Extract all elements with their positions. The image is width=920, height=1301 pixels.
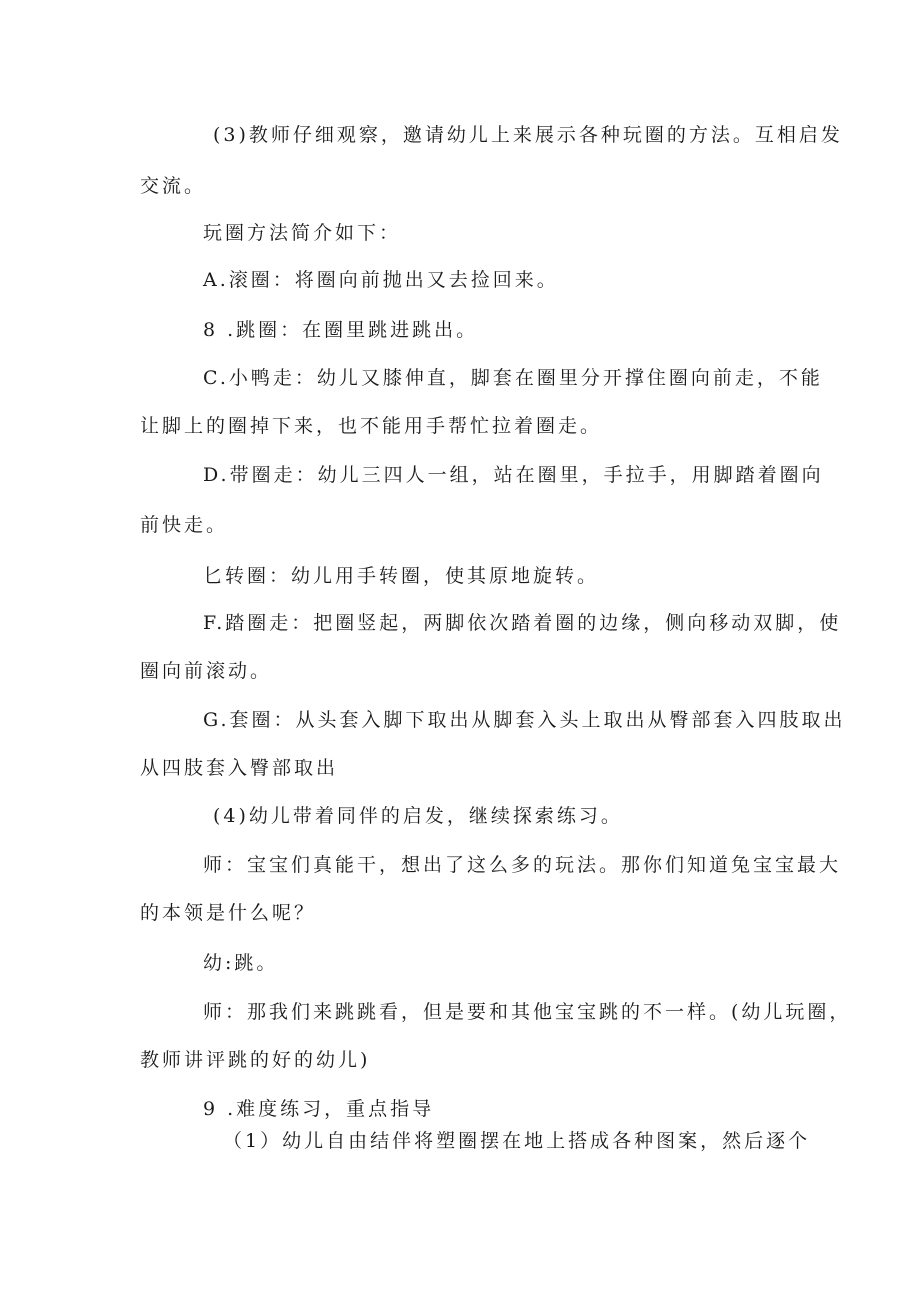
text-line: 匕转圈：幼儿用手转圈，使其原地旋转。 [203, 565, 600, 587]
text-line: 圈向前滚动。 [140, 660, 273, 682]
text-line: G.套圈：从头套入脚下取出从脚套入头上取出从臀部套入四肢取出 [203, 709, 846, 731]
text-line: 从四肢套入臀部取出 [140, 757, 339, 779]
text-line: 幼:跳。 [203, 952, 279, 974]
text-line: C.小鸭走：幼儿又膝伸直，脚套在圈里分开撑住圈向前走，不能 [203, 367, 823, 389]
text-line: 教师讲评跳的好的幼儿) [140, 1049, 371, 1071]
text-line: (3)教师仔细观察，邀请幼儿上来展示各种玩圈的方法。互相启发 [213, 124, 843, 146]
text-line: （1）幼儿自由结伴将塑圈摆在地上搭成各种图案，然后逐个 [223, 1130, 811, 1152]
text-line: 玩圈方法简介如下： [203, 222, 402, 244]
text-line: D.带圈走：幼儿三四人一组，站在圈里，手拉手，用脚踏着圈向 [203, 464, 824, 486]
text-line: 9 .难度练习，重点指导 [203, 1098, 435, 1120]
text-line: (4)幼儿带着同伴的启发，继续探索练习。 [213, 805, 623, 827]
text-line: A.滚圈：将圈向前抛出又去捡回来。 [203, 269, 559, 291]
text-line: 的本领是什么呢？ [140, 902, 317, 924]
text-line: 师：那我们来跳跳看，但是要和其他宝宝跳的不一样。(幼儿玩圈， [203, 1001, 852, 1023]
text-line: 交流。 [140, 175, 207, 197]
text-line: 师：宝宝们真能干，想出了这么多的玩法。那你们知道兔宝宝最大 [203, 854, 842, 876]
text-line: 8 .跳圈：在圈里跳进跳出。 [203, 319, 479, 341]
text-line: F.踏圈走：把圈竖起，两脚依次踏着圈的边缘，侧向移动双脚，使 [203, 612, 842, 634]
text-line: 让脚上的圈掉下来，也不能用手帮忙拉着圈走。 [140, 415, 603, 437]
text-line: 前快走。 [140, 514, 229, 536]
